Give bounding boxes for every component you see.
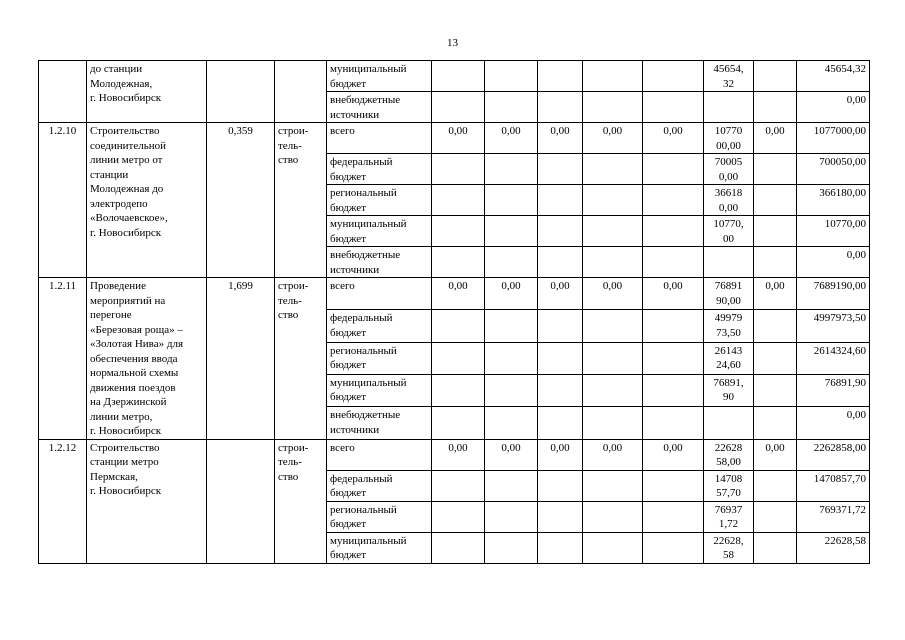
total-value [797,407,870,439]
item-length [207,61,275,123]
year-value [583,216,643,247]
year-value [432,216,485,247]
total-value-text: 0,00 [846,409,866,422]
item-name-text: Строительство соединительной линии метро от станции Молодежная до электродепо «Волочаевское», г. Новосибирск [90,125,168,239]
amount-value [704,123,754,154]
funding-source [327,439,432,470]
amount-value-text: 76891 90,00 [714,280,743,307]
year-value [485,342,538,374]
total-value [797,185,870,216]
year-value [432,92,485,123]
table-row [39,439,870,470]
funding-source [327,310,432,342]
year-value [538,92,583,123]
zero-value [754,374,797,406]
year-value [538,501,583,532]
funding-source-text: всего [330,125,355,137]
funding-source [327,342,432,374]
year-value [583,342,643,374]
year-value [643,123,704,154]
year-value [485,216,538,247]
zero-value [754,216,797,247]
total-value-text: 7689190,00 [813,280,866,292]
zero-value [754,92,797,123]
year-value [485,374,538,406]
amount-value-text: 14708 57,70 [714,472,743,499]
item-name [87,123,207,278]
year-value [432,123,485,154]
funding-source [327,278,432,310]
zero-value [754,154,797,185]
funding-source [327,92,432,123]
item-type [275,439,327,563]
year-value [583,439,643,470]
year-value [643,216,704,247]
total-value-text: 0,00 [846,249,866,261]
zero-value [754,61,797,92]
item-name-text: Проведение мероприятий на перегоне «Березовая роща» – «Золотая Нива» для обеспечения ввода нормальной схемы движения поездов на Дзержинской линии метро, г. Новосибирск [90,280,184,437]
year-value-text: 0,00 [663,441,683,454]
year-value [538,247,583,278]
year-value [485,185,538,216]
zero-value [754,185,797,216]
year-value [538,470,583,501]
year-value [485,501,538,532]
funding-source-text: муниципальный бюджет [330,218,407,245]
year-value [485,470,538,501]
funding-source-text: муниципальный бюджет [330,63,407,90]
item-code [39,123,87,278]
funding-source [327,501,432,532]
amount-value-text: 10770, 00 [713,218,744,245]
year-value [432,374,485,406]
year-value [583,470,643,501]
year-value [583,278,643,310]
year-value [538,123,583,154]
year-value-text: 0,00 [663,280,683,292]
year-value [432,310,485,342]
item-type [275,61,327,123]
year-value [643,185,704,216]
total-value [797,310,870,342]
funding-source [327,374,432,406]
amount-value-text: 70005 0,00 [714,156,743,183]
item-type-text: строи- тель- ство [278,280,309,321]
year-value-text: 0,00 [448,280,468,292]
year-value [432,342,485,374]
year-value-text: 0,00 [501,280,521,292]
year-value [432,154,485,185]
total-value-text: 76891,90 [824,376,866,389]
year-value [643,439,704,470]
year-value-text: 0,00 [602,280,623,292]
amount-value-text: 49979 73,50 [714,312,743,339]
item-name [87,61,207,123]
year-value [583,310,643,342]
item-name [87,439,207,563]
total-value [797,61,870,92]
total-value-text: 2262858,00 [813,441,866,454]
item-code-text: 1.2.12 [48,441,77,454]
year-value [583,501,643,532]
year-value [583,532,643,563]
item-code [39,61,87,123]
year-value [538,154,583,185]
year-value [485,532,538,563]
page-number: 13 [447,37,458,49]
funding-source-text: федеральный бюджет [330,312,393,339]
item-code-text: 1.2.11 [48,280,77,292]
total-value [797,501,870,532]
year-value [485,247,538,278]
total-value [797,342,870,374]
funding-source [327,154,432,185]
funding-source [327,247,432,278]
funding-source-text: региональный бюджет [330,344,397,372]
total-value-text: 45654,32 [824,63,866,75]
item-name-text: Строительство станции метро Пермская, г. Новосибирск [90,441,162,497]
year-value [583,154,643,185]
total-value-text: 22628,58 [824,534,866,547]
year-value [583,247,643,278]
zero-value [754,123,797,154]
amount-value [704,501,754,532]
year-value [432,501,485,532]
item-length-text: 1,699 [228,280,253,292]
year-value [583,61,643,92]
funding-source [327,61,432,92]
amount-value [704,278,754,310]
year-value [485,407,538,439]
amount-value [704,216,754,247]
item-name [87,278,207,440]
amount-value [704,470,754,501]
total-value-text: 1077000,00 [813,125,866,137]
year-value [643,470,704,501]
zero-value [754,247,797,278]
zero-value [754,532,797,563]
zero-value [754,342,797,374]
item-code [39,278,87,440]
year-value [538,278,583,310]
amount-value-text: 76891, 90 [713,376,744,404]
amount-value-text: 45654, 32 [713,63,744,90]
year-value-text: 0,00 [501,441,521,454]
year-value-text: 0,00 [448,441,468,454]
amount-value [704,310,754,342]
year-value [538,216,583,247]
year-value [485,278,538,310]
item-length [207,123,275,278]
year-value [643,278,704,310]
year-value [538,439,583,470]
item-code [39,439,87,563]
funding-source-text: всего [330,441,355,454]
year-value [432,185,485,216]
year-value [485,439,538,470]
funding-source-text: внебюджетные источники [330,409,401,436]
total-value-text: 700050,00 [819,156,866,168]
year-value [643,247,704,278]
item-length [207,439,275,563]
year-value [538,310,583,342]
year-value [643,154,704,185]
year-value-text: 0,00 [501,125,521,137]
year-value-text: 0,00 [550,125,570,137]
table-row [39,61,870,92]
year-value [432,278,485,310]
year-value [583,92,643,123]
total-value [797,123,870,154]
year-value [643,501,704,532]
year-value [538,407,583,439]
year-value-text: 0,00 [663,125,683,137]
total-value [797,374,870,406]
total-value [797,470,870,501]
year-value [538,532,583,563]
total-value [797,247,870,278]
year-value [643,374,704,406]
year-value [583,407,643,439]
funding-source [327,123,432,154]
year-value [643,407,704,439]
zero-value-text: 0,00 [765,441,785,454]
year-value-text: 0,00 [602,441,623,454]
year-value [643,92,704,123]
total-value-text: 10770,00 [824,218,866,230]
funding-source [327,185,432,216]
item-type [275,278,327,440]
total-value-text: 1470857,70 [813,472,866,485]
year-value [432,407,485,439]
amount-value [704,532,754,563]
item-type-text: строи- тель- ство [278,125,309,166]
funding-source [327,407,432,439]
item-length [207,278,275,440]
funding-source-text: федеральный бюджет [330,156,393,183]
amount-value [704,185,754,216]
year-value [485,61,538,92]
budget-table [38,60,870,564]
year-value [643,61,704,92]
total-value-text: 366180,00 [819,187,866,199]
year-value [583,374,643,406]
year-value-text: 0,00 [550,441,570,454]
year-value [432,532,485,563]
funding-source-text: региональный бюджет [330,503,397,530]
amount-value [704,154,754,185]
zero-value [754,501,797,532]
total-value [797,278,870,310]
year-value [432,439,485,470]
total-value-text: 0,00 [846,94,866,106]
zero-value [754,310,797,342]
funding-source [327,470,432,501]
funding-source-text: внебюджетные источники [330,94,401,121]
total-value [797,216,870,247]
year-value [538,61,583,92]
amount-value [704,407,754,439]
zero-value [754,407,797,439]
year-value [643,310,704,342]
zero-value-text: 0,00 [765,125,785,137]
year-value [643,342,704,374]
year-value [485,154,538,185]
funding-source-text: всего [330,280,355,292]
total-value-text: 769371,72 [819,503,866,516]
amount-value [704,61,754,92]
funding-source-text: внебюджетные источники [330,249,401,276]
table-row [39,278,870,310]
total-value [797,439,870,470]
year-value [583,123,643,154]
year-value [538,342,583,374]
total-value [797,92,870,123]
amount-value-text: 76937 1,72 [714,503,743,530]
zero-value [754,439,797,470]
year-value [485,123,538,154]
year-value [432,470,485,501]
amount-value [704,342,754,374]
amount-value [704,92,754,123]
item-length-text: 0,359 [228,125,253,137]
item-type-text: строи- тель- ство [278,441,309,483]
year-value [583,185,643,216]
zero-value [754,278,797,310]
funding-source [327,532,432,563]
zero-value-text: 0,00 [765,280,785,292]
amount-value [704,439,754,470]
amount-value-text: 36618 0,00 [714,187,743,214]
year-value-text: 0,00 [550,280,570,292]
amount-value-text: 26143 24,60 [714,344,743,372]
year-value [538,185,583,216]
year-value [432,61,485,92]
amount-value [704,247,754,278]
funding-source [327,216,432,247]
funding-source-text: муниципальный бюджет [330,376,407,404]
amount-value-text: 10770 00,00 [714,125,743,152]
amount-value-text: 22628, 58 [713,534,744,561]
funding-source-text: федеральный бюджет [330,472,393,499]
total-value [797,532,870,563]
amount-value-text: 22628 58,00 [714,441,743,468]
table-row [39,123,870,154]
year-value-text: 0,00 [602,125,623,137]
year-value [538,374,583,406]
funding-source-text: муниципальный бюджет [330,534,407,561]
item-code-text: 1.2.10 [48,125,77,137]
total-value-text: 4997973,50 [813,312,866,325]
zero-value [754,470,797,501]
year-value [485,310,538,342]
amount-value [704,374,754,406]
year-value [432,247,485,278]
year-value [643,532,704,563]
item-type [275,123,327,278]
year-value-text: 0,00 [448,125,468,137]
total-value [797,154,870,185]
total-value-text: 2614324,60 [813,344,866,357]
funding-source-text: региональный бюджет [330,187,397,214]
year-value [485,92,538,123]
item-name-text: до станции Молодежная, г. Новосибирск [90,63,162,104]
